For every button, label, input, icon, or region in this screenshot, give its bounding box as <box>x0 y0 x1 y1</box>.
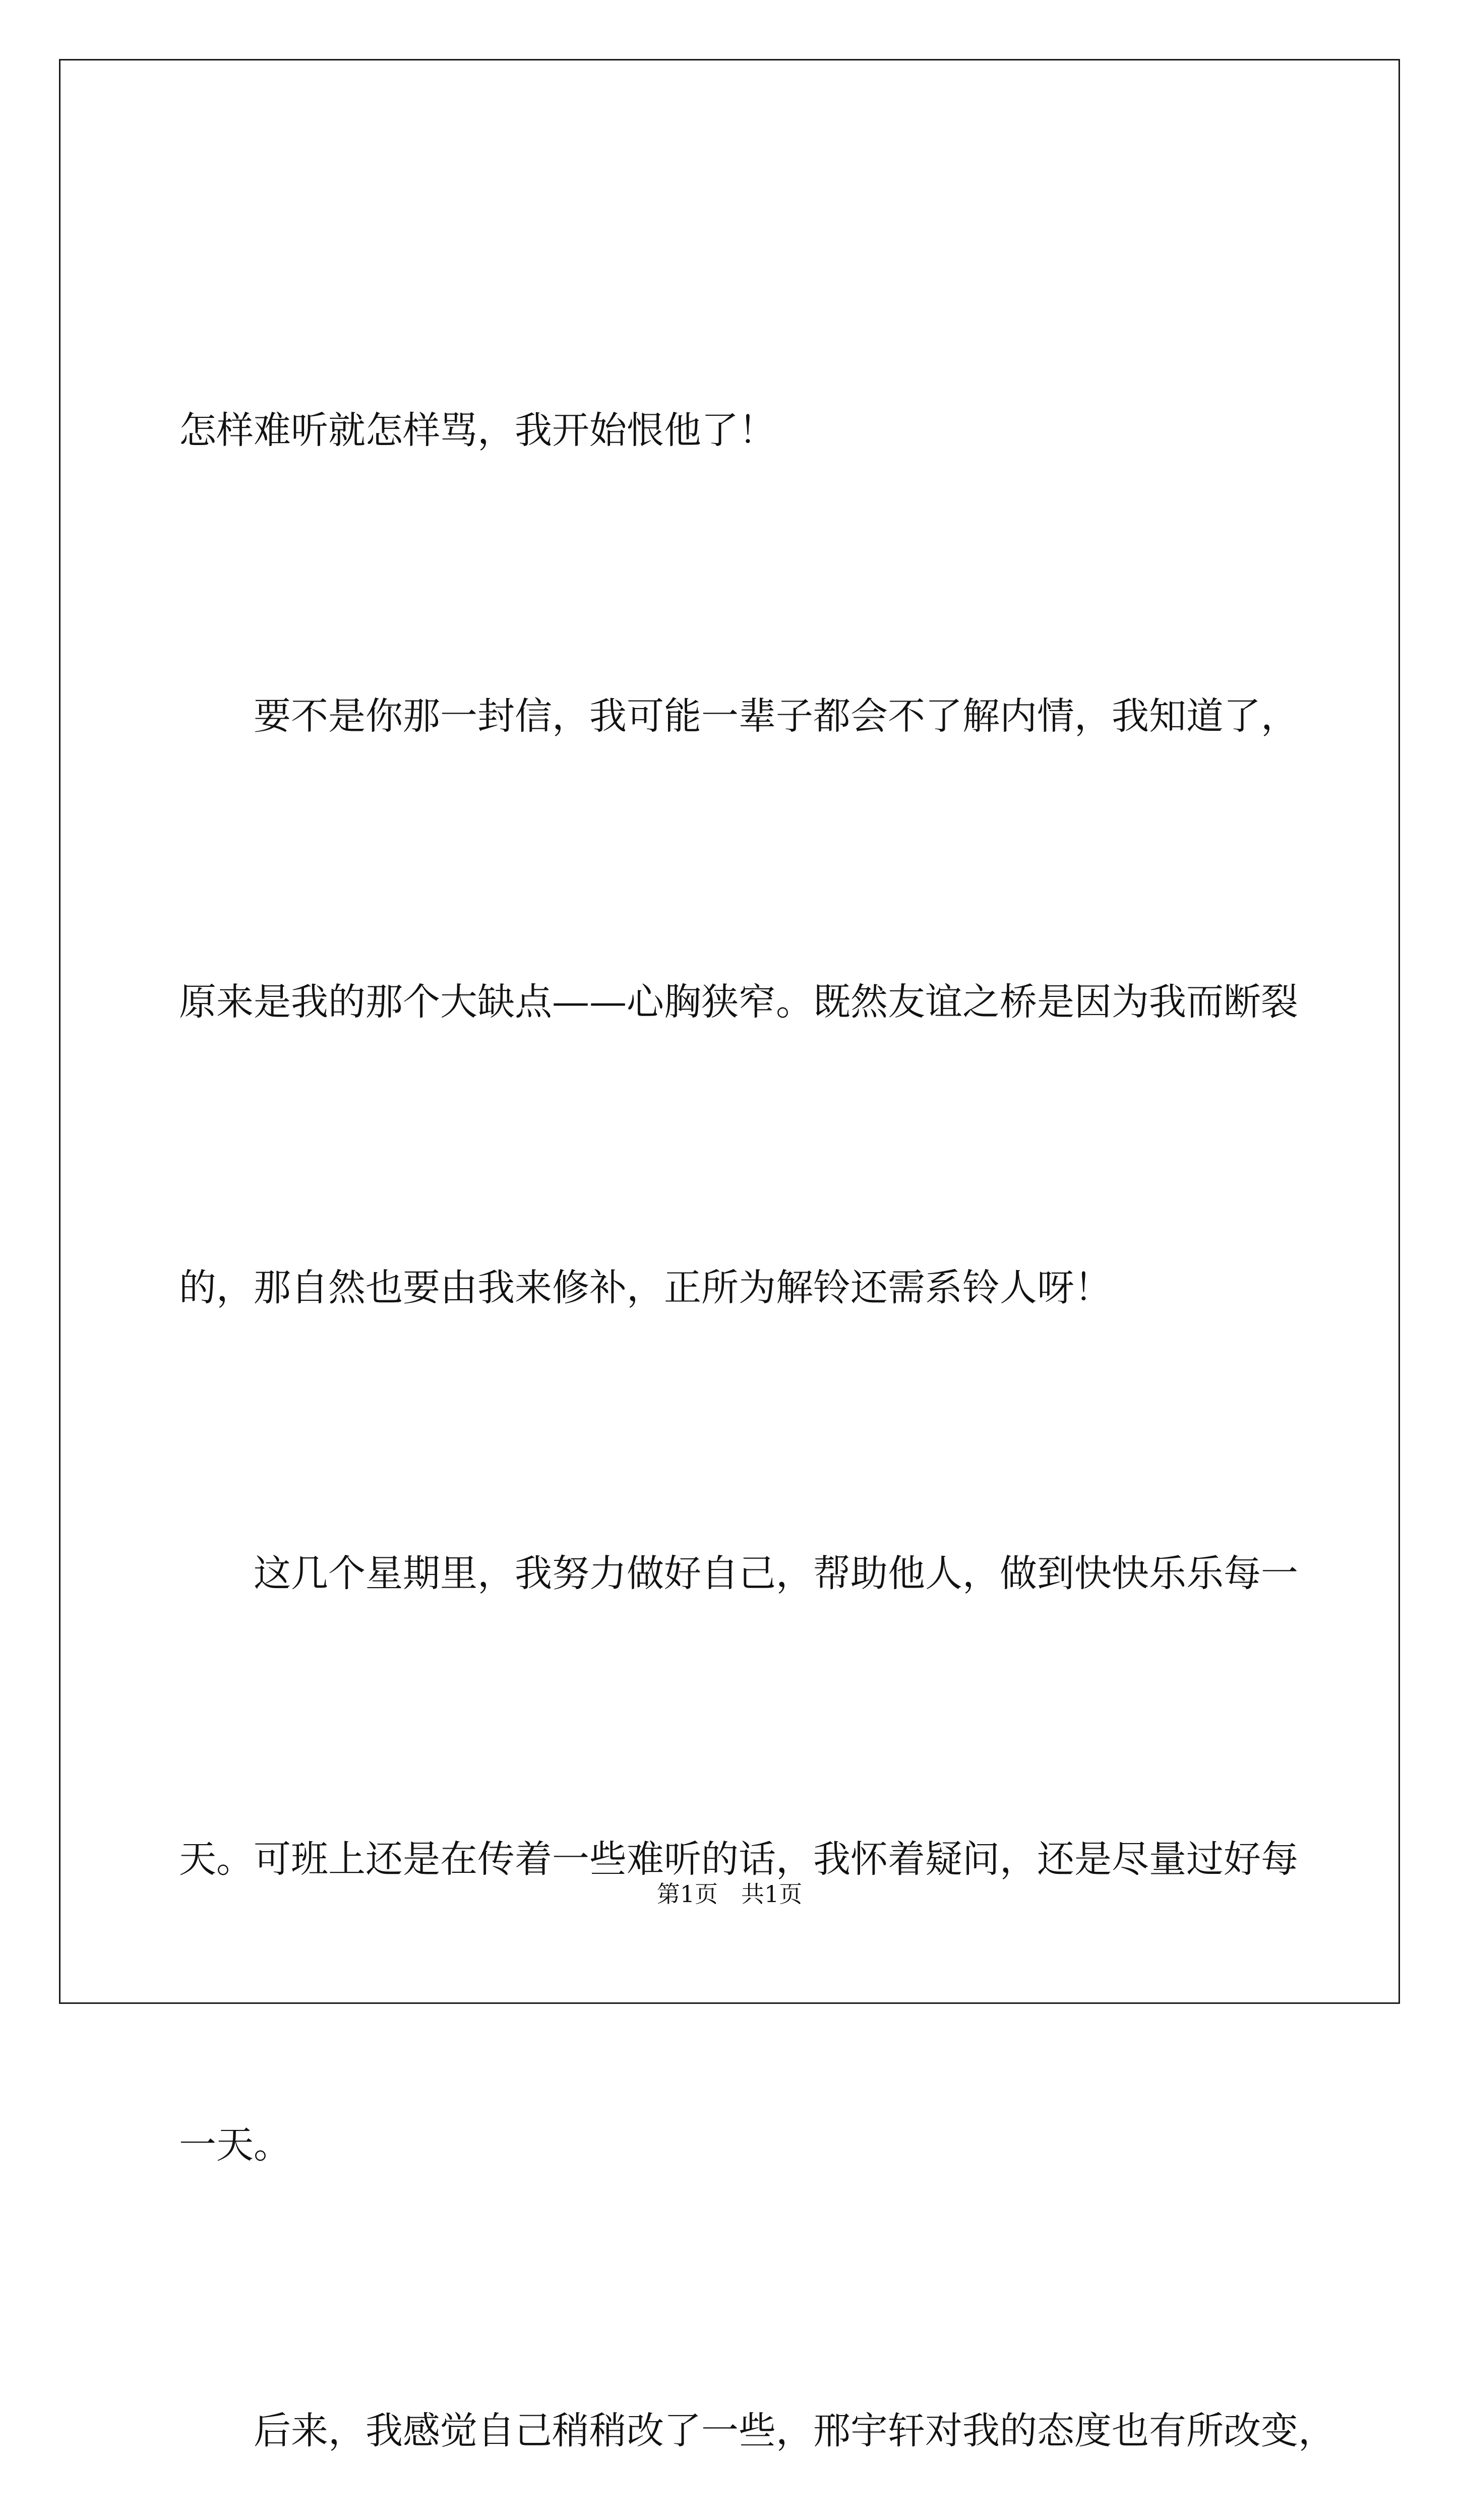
text-line: 后来，我感觉自己稍稍改了一些，邢宇轩对我的态度也有所改变， <box>179 2409 1335 2452</box>
text-line: 一天。 <box>179 2123 291 2167</box>
text-line: 要不是你那一封信，我可能一辈子都会不了解内情，我知道了， <box>179 695 1298 738</box>
page-number: 第1页 共1页 <box>656 1880 803 1908</box>
text-line: 天。可班上还是在传着一些难听的话，我怀着疑问，还是尽量过好每 <box>179 1838 1298 1881</box>
body-text <box>179 193 1335 2520</box>
text-line: 怎样难听就怎样骂，我开始恨他了！ <box>179 409 776 452</box>
text-line: 原来是我的那个大缺点——心胸狭窄。既然友谊之桥是因为我而断裂 <box>179 980 1298 1024</box>
text-line: 的，那自然也要由我来修补，正所为解铃还需系铃人呀！ <box>179 1266 1112 1309</box>
text-line: 这几个星期里，我努力做好自己，帮助他人，做到快快乐乐每一 <box>179 1552 1298 1595</box>
document-body <box>179 193 1335 2520</box>
